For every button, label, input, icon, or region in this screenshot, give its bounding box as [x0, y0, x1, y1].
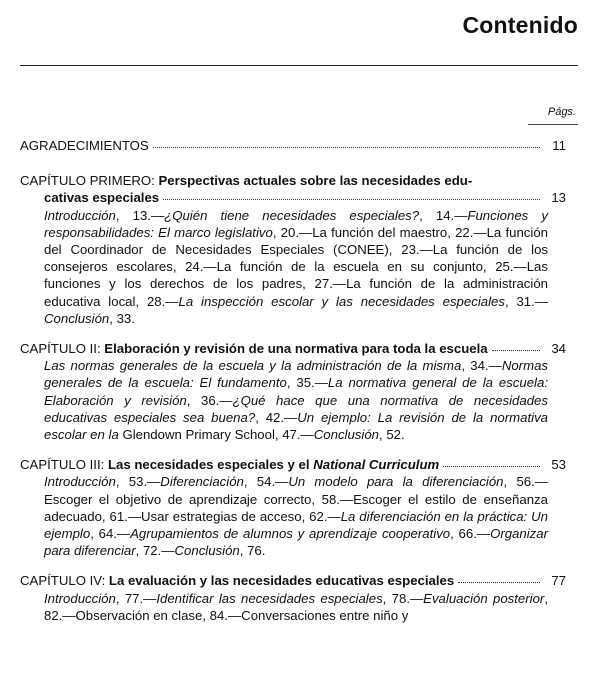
- table-of-contents: [20, 137, 568, 637]
- section-title: Un modelo para la diferenciación: [288, 474, 504, 490]
- toc-entry-chapter-4: [20, 572, 568, 624]
- chapter-label: CAPÍTULO IV:: [20, 573, 109, 589]
- toc-entry-chapter-1: [20, 172, 568, 327]
- section-page-ref: , 78.—: [382, 590, 424, 606]
- section-title: Conclusión: [44, 310, 110, 326]
- toc-page-number: 13: [551, 190, 566, 206]
- section-page-ref: , 33.: [109, 310, 135, 326]
- section-page-ref: Glendown Primary School, 47.—: [118, 427, 314, 443]
- section-page-ref: , 14.—: [419, 207, 468, 223]
- section-page-ref: , 42.—: [255, 409, 298, 425]
- dot-leader: [458, 570, 540, 583]
- section-page-ref: , 64.—: [90, 526, 131, 542]
- section-title: Introducción: [44, 474, 116, 490]
- pages-column-rule: [528, 124, 578, 125]
- toc-entry-agradecimientos: [20, 137, 568, 154]
- dot-leader: [443, 454, 540, 467]
- section-title: Las normas generales de la escuela y la administración de la misma: [44, 358, 462, 374]
- section-page-ref: , 31.—: [504, 293, 548, 309]
- toc-page-number: 77: [551, 573, 566, 589]
- chapter-sections: [44, 357, 548, 443]
- section-page-ref: , 76.: [239, 543, 266, 559]
- section-title: Introducción: [44, 207, 116, 223]
- page-title: Contenido: [462, 12, 578, 38]
- section-title: Normas generales de la escuela: El fundamento: [44, 358, 548, 391]
- chapter-title-italic: National Curriculum: [313, 457, 440, 473]
- chapter-title: La evaluación y las necesidades educativas especiales: [108, 573, 455, 589]
- section-page-ref: , 35.—: [286, 375, 328, 391]
- chapter-title: Elaboración y revisión de una normativa para toda la escuela: [104, 341, 488, 357]
- dot-leader: [163, 187, 540, 200]
- section-title: Diferenciación: [160, 474, 244, 490]
- section-title: Agrupamientos de alumnos y aprendizaje cooperativo: [130, 526, 451, 542]
- chapter-label: CAPÍTULO III:: [20, 457, 108, 473]
- section-title: ¿Qué hace que una normativa de necesidades educativas especiales sea buena?: [44, 392, 548, 425]
- toc-entry-chapter-3: [20, 456, 568, 559]
- section-title: Evaluación posterior: [423, 590, 545, 606]
- section-page-ref: , 66.—: [450, 526, 491, 542]
- section-title: Conclusión: [174, 543, 240, 559]
- chapter-title: Las necesidades especiales y el: [107, 457, 314, 473]
- section-title: Identificar las necesidades especiales: [156, 590, 383, 606]
- section-page-ref: , 56.—Escoger el objetivo de aprendizaje correcto, 58.—Escoger el estilo de enseñanza adecuado, 61.—Usar estrategias de acceso, 62.—: [44, 474, 548, 524]
- section-title: La inspección escolar y las necesidades especiales: [178, 293, 505, 309]
- section-page-ref: , 77.—: [115, 590, 157, 606]
- toc-entry-label: AGRADECIMIENTOS: [20, 138, 149, 153]
- section-page-ref: , 34.—: [461, 358, 502, 374]
- chapter-label: CAPÍTULO PRIMERO:: [20, 173, 159, 189]
- section-page-ref: , 82.—Observación en clase, 84.—Conversaciones entre niño y: [44, 590, 548, 623]
- section-title: Funciones y responsabilidades: El marco legislativo: [44, 207, 548, 240]
- section-title: La normativa general de la escuela: Elaboración y revisión: [44, 375, 548, 408]
- section-page-ref: , 20.—La función del maestro, 22.—La función del Coordinador de Necesidades Especiales (CONEE), 23.—La función de los consejeros escolares, 24.—La función de la escuela en su conjunto, 25.—Las funciones y los derechos de los padres, 27.—La función de la administración educativa local, 28.—: [44, 224, 548, 309]
- dot-leader: [492, 338, 540, 351]
- chapter-title: Perspectivas actuales sobre las necesidades edu-: [158, 173, 473, 189]
- section-title: ¿Quién tiene necesidades especiales?: [164, 207, 420, 223]
- toc-page-number: 34: [551, 341, 566, 357]
- section-page-ref: , 72.—: [135, 543, 175, 559]
- dot-leader: [153, 135, 540, 148]
- toc-page-number: 11: [552, 138, 566, 153]
- chapter-sections: [44, 590, 548, 624]
- section-title: Un ejemplo: La revisión de la normativa escolar en la: [44, 409, 548, 443]
- section-title: La diferenciación en la práctica: Un ejemplo: [44, 508, 548, 542]
- section-title: Organizar para diferenciar: [44, 526, 548, 559]
- chapter-label: CAPÍTULO II:: [20, 341, 105, 357]
- section-page-ref: , 13.—: [115, 207, 165, 223]
- toc-entry-chapter-2: [20, 340, 568, 443]
- section-page-ref: , 53.—: [115, 474, 161, 490]
- toc-page-number: 53: [551, 457, 566, 473]
- section-title: Conclusión: [313, 427, 379, 443]
- section-page-ref: , 52.: [379, 427, 405, 443]
- chapter-sections: [44, 207, 548, 327]
- header-rule: [20, 65, 578, 66]
- pages-column-label: Págs.: [547, 106, 576, 118]
- chapter-title-continuation: cativas especiales: [44, 190, 160, 206]
- section-page-ref: , 54.—: [243, 474, 289, 490]
- section-title: Introducción: [44, 590, 116, 606]
- section-page-ref: , 36.—: [186, 392, 233, 408]
- chapter-sections: [44, 473, 548, 559]
